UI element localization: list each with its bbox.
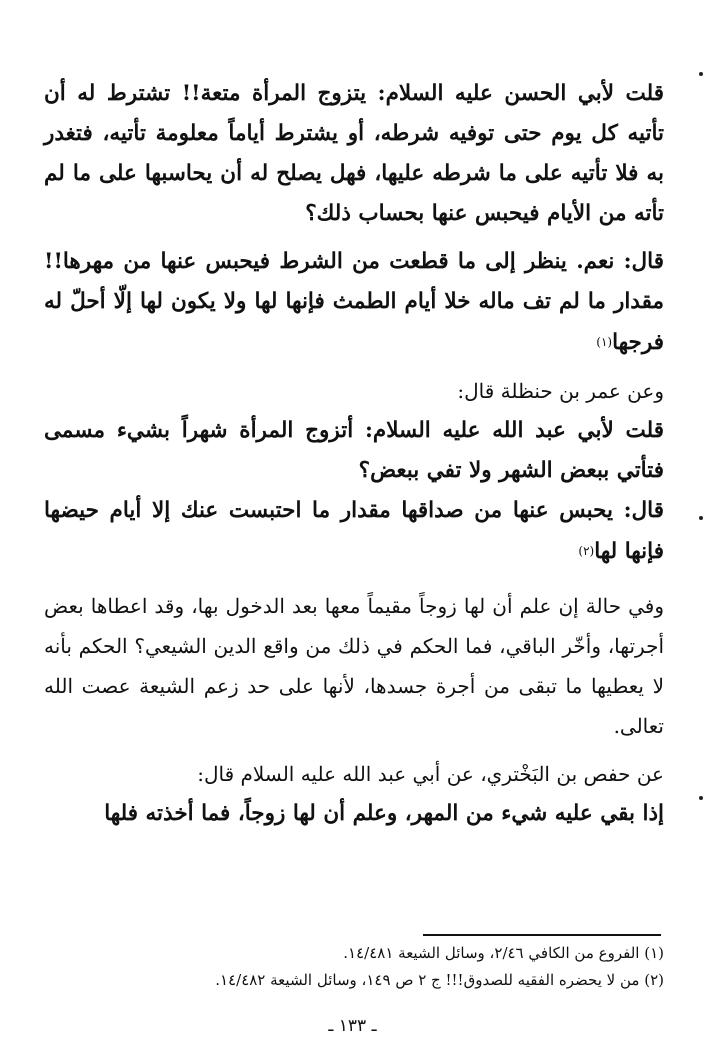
margin-dot <box>699 516 703 520</box>
paragraph-quote <box>44 794 664 834</box>
footnote-ref-2: (٢) <box>578 544 595 558</box>
paragraph-question-1 <box>44 74 664 234</box>
paragraph-narration <box>44 371 664 411</box>
footnote-1: (١) الفروع من الكافي ٢/٤٦، وسائل الشيعة ١٤/٤٨١. <box>343 944 664 962</box>
footnotes <box>44 940 664 994</box>
paragraph-answer-1 <box>44 242 664 363</box>
margin-dot <box>699 796 703 800</box>
paragraph-question-2 <box>44 411 664 491</box>
paragraph-text: وفي حالة إن علم أن لها زوجاً مقيماً معها بعد الدخول بها، وقد اعطاها بعض أجرتها، وأخّر الباقي، فما الحكم في ذلك من واقع الدين الشيعي؟ الحكم بأنه لا يعطيها ما تبقى من أجرة جسدها، لأنها على حد زعم الشيعة عصت الله تعالى. <box>44 594 664 738</box>
paragraph-text: قال: يحبس عنها من صداقها مقدار ما احتبست عنك إلا أيام حيضها فإنها لها <box>44 498 664 564</box>
margin-dot <box>699 72 703 76</box>
footnote-ref-1: (١) <box>596 335 613 349</box>
paragraph-text: قلت لأبي الحسن عليه السلام: يتزوج المرأة متعة!! تشترط له أن تأتيه كل يوم حتى توفيه شرطه، أو يشترط أياماً معلومة تأتيه، فتغدر به فلا تأتيه على ما شرطه عليها، فهل يصلح له أن يحاسبها على ما لم تأته من الأيام فيحبس عنها بحساب ذلك؟ <box>44 81 664 226</box>
paragraph-text: قال: نعم. ينظر إلى ما قطعت من الشرط فيحبس عنها من مهرها!! مقدار ما لم تف ماله خلا أيام الطمث فإنها لها ولا يكون لها إلّا أحلّ له فرجها <box>44 249 664 355</box>
paragraph-narration-2 <box>44 754 664 794</box>
main-text <box>44 74 664 834</box>
paragraph-text: إذا بقي عليه شيء من المهر، وعلم أن لها زوجاً، فما أخذته فلها <box>104 801 664 826</box>
paragraph-text: قلت لأبي عبد الله عليه السلام: أتزوج المرأة شهراً بشيء مسمى فتأتي ببعض الشهر ولا تفي ببعض؟ <box>44 418 664 483</box>
paragraph-text: عن حفص بن البَخْتري، عن أبي عبد الله عليه السلام قال: <box>197 762 664 786</box>
page-number: ـ ١٣٣ ـ <box>328 1016 377 1036</box>
paragraph-answer-2 <box>44 491 664 572</box>
paragraph-text: وعن عمر بن حنظلة قال: <box>457 379 664 403</box>
paragraph-commentary <box>44 586 664 746</box>
footnote-separator <box>423 934 661 936</box>
footnote-2: (٢) من لا يحضره الفقيه للصدوق!!! ج ٢ ص ١٤٩، وسائل الشيعة ١٤/٤٨٢. <box>215 971 664 989</box>
